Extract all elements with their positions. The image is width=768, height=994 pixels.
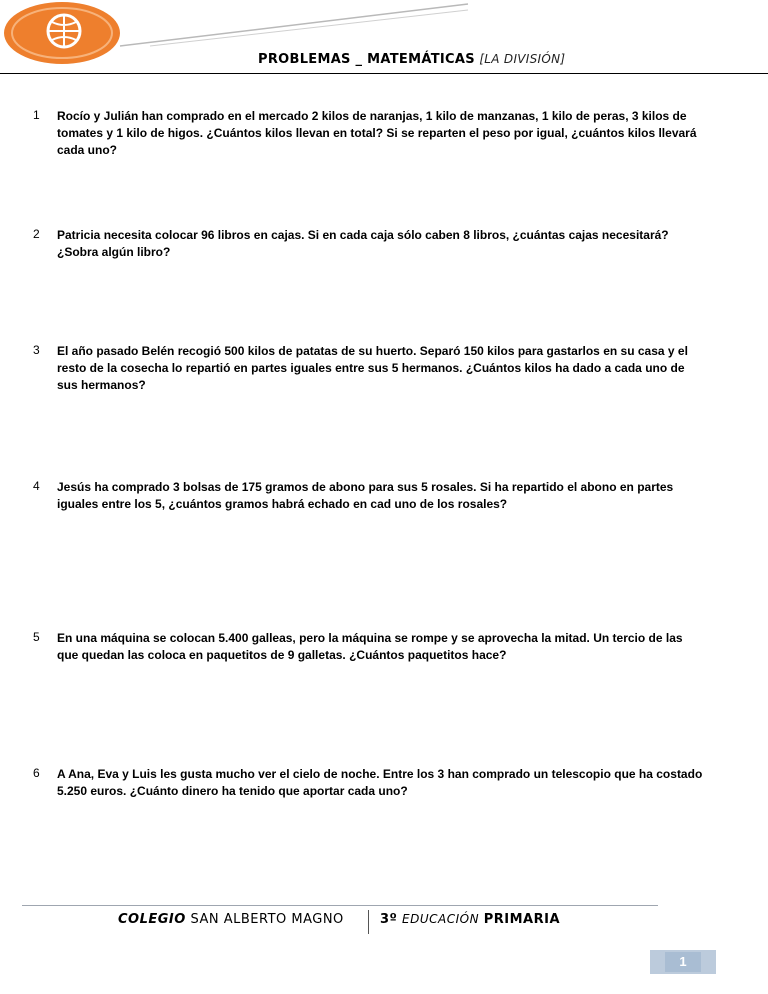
problem-number: 1 bbox=[33, 108, 40, 122]
problem-number: 3 bbox=[33, 343, 40, 357]
footer-grade bbox=[380, 912, 560, 927]
title-subtitle: [LA DIVISIÓN] bbox=[479, 52, 566, 66]
problem-text: Patricia necesita colocar 96 libros en cajas. Si en cada caja sólo caben 8 libros, ¿cuántas cajas necesitará? ¿Sobra algún libro? bbox=[57, 228, 669, 259]
problem-number: 5 bbox=[33, 630, 40, 644]
footer-grade-number: 3º bbox=[380, 912, 398, 927]
problem-text: Jesús ha comprado 3 bolsas de 175 gramos de abono para sus 5 rosales. Si ha repartido el abono en partes iguales entre los 5, ¿cuántos gramos habrá echado en cad uno de los rosales? bbox=[57, 480, 674, 511]
footer-school bbox=[118, 912, 344, 927]
problem-number: 2 bbox=[33, 227, 40, 241]
footer-separator bbox=[368, 910, 369, 934]
footer-grade-stage: PRIMARIA bbox=[483, 912, 560, 927]
footer-rule bbox=[22, 905, 658, 906]
problem-number: 6 bbox=[33, 766, 40, 780]
footer bbox=[0, 910, 768, 936]
title-rule bbox=[0, 73, 768, 74]
title-main: PROBLEMAS _ MATEMÁTICAS bbox=[258, 52, 475, 67]
problem-text: Rocío y Julián han comprado en el mercado 2 kilos de naranjas, 1 kilo de manzanas, 1 kilo de peras, 3 kilos de tomates y 1 kilo de higos. ¿Cuántos kilos llevan en total? Si se reparten el peso por igual, ¿cuántos kilos llevará cada uno? bbox=[57, 109, 697, 157]
page-title bbox=[258, 52, 565, 67]
footer-school-name: SAN ALBERTO MAGNO bbox=[190, 912, 344, 927]
header-decoration bbox=[110, 0, 470, 48]
page-number: 1 bbox=[665, 952, 701, 972]
problem-text: A Ana, Eva y Luis les gusta mucho ver el cielo de noche. Entre los 3 han comprado un telescopio que ha costado 5.250 euros. ¿Cuánto dinero ha tenido que aportar cada uno? bbox=[57, 767, 703, 798]
school-logo-icon bbox=[2, 0, 126, 66]
problem-number: 4 bbox=[33, 479, 40, 493]
footer-grade-level: EDUCACIÓN bbox=[402, 912, 480, 926]
problem-text: El año pasado Belén recogió 500 kilos de patatas de su huerto. Separó 150 kilos para gastarlos en su casa y el resto de la cosecha lo repartió en partes iguales entre sus 5 hermanos. ¿Cuántos kilos ha dado a cada uno de sus hermanos? bbox=[57, 344, 688, 392]
problem-text: En una máquina se colocan 5.400 galleas, pero la máquina se rompe y se aprovecha la mitad. Un tercio de las que quedan las coloca en paquetitos de 9 galletas. ¿Cuántos paquetitos hace? bbox=[57, 631, 683, 662]
footer-school-lead: COLEGIO bbox=[118, 912, 186, 927]
